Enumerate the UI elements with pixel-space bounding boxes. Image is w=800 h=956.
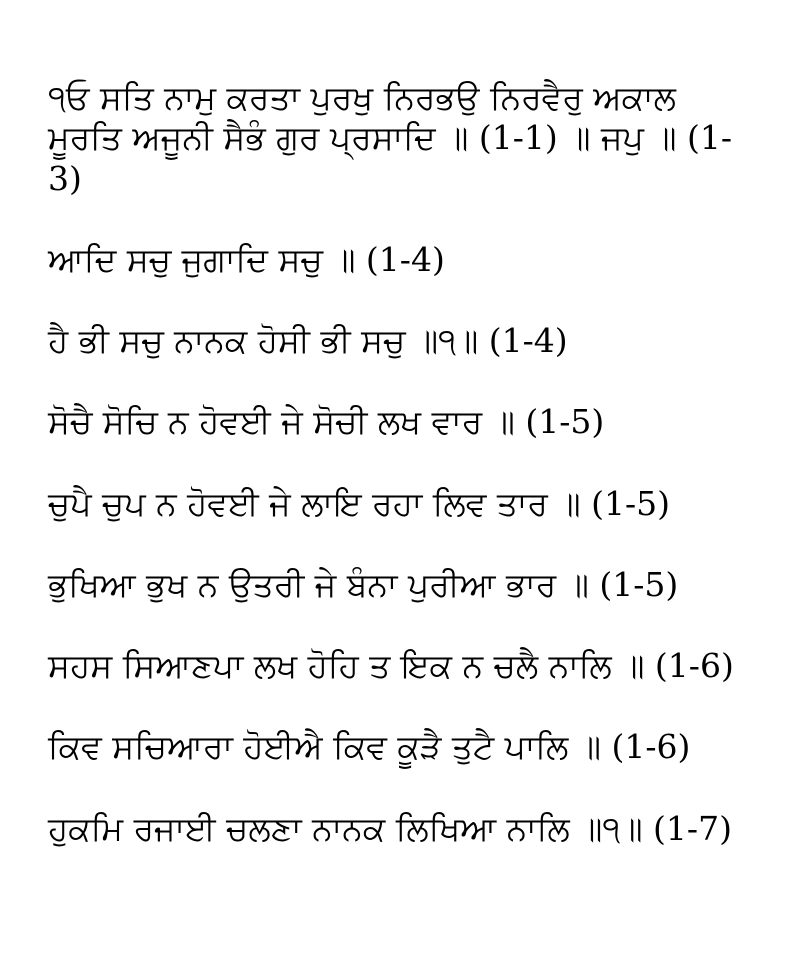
verse-line: ਚੁਪੈ ਚੁਪ ਨ ਹੋਵਈ ਜੇ ਲਾਇ ਰਹਾ ਲਿਵ ਤਾਰ ॥ (1-5): [48, 483, 670, 523]
verse-line: ਆਦਿ ਸਚੁ ਜੁਗਾਦਿ ਸਚੁ ॥ (1-4): [48, 239, 445, 279]
verse-line: ਕਿਵ ਸਚਿਆਰਾ ਹੋਈਐ ਕਿਵ ਕੂੜੈ ਤੁਟੈ ਪਾਲਿ ॥ (1-6): [48, 727, 691, 767]
verse-line: ਹੈ ਭੀ ਸਚੁ ਨਾਨਕ ਹੋਸੀ ਭੀ ਸਚੁ ॥੧॥ (1-4): [48, 321, 568, 360]
verse-line: ਹੁਕਮਿ ਰਜਾਈ ਚਲਣਾ ਨਾਨਕ ਲਿਖਿਆ ਨਾਲਿ ॥੧॥ (1-7): [48, 808, 732, 848]
verse-line: ਭੁਖਿਆ ਭੁਖ ਨ ਉਤਰੀ ਜੇ ਬੰਨਾ ਪੁਰੀਆ ਭਾਰ ॥ (1-5): [48, 564, 679, 604]
verse-mool-mantar: ੧ਓ ਸਤਿ ਨਾਮੁ ਕਰਤਾ ਪੁਰਖੁ ਨਿਰਭਉ ਨਿਰਵੈਰੁ ਅਕਾਲ ਮੂਰਤਿ ਅਜੂਨੀ ਸੈਭੰ ਗੁਰ ਪ੍ਰਸਾਦਿ ॥ (1-1) ॥ ਜਪੁ ॥ (1-3): [48, 78, 733, 198]
document-body: [48, 78, 748, 849]
verse-line: ਸਹਸ ਸਿਆਣਪਾ ਲਖ ਹੋਹਿ ਤ ਇਕ ਨ ਚਲੈ ਨਾਲਿ ॥ (1-6): [48, 646, 734, 685]
verse-line: ਸੋਚੈ ਸੋਚਿ ਨ ਹੋਵਈ ਜੇ ਸੋਚੀ ਲਖ ਵਾਰ ॥ (1-5): [48, 402, 605, 442]
